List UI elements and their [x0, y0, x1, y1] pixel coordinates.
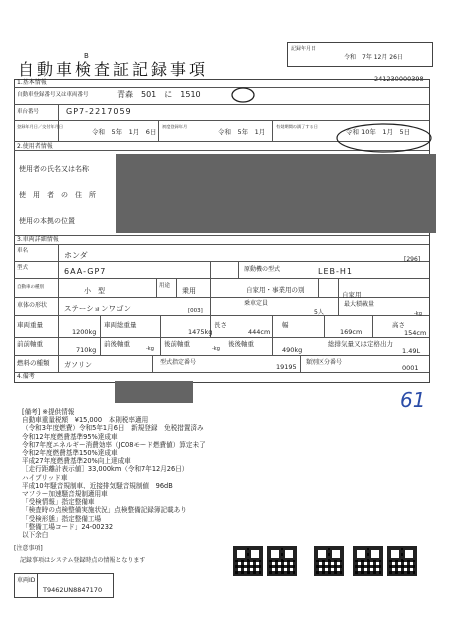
remarks-line: 平成10年騒音規制車、近接排気騒音規制値 96dB — [22, 481, 173, 490]
notice-text: 記録事項はシステム登録時点の情報となります — [20, 557, 146, 564]
vehicle-kind-value: 小 型 — [84, 287, 105, 295]
document-number: 241230000398 — [374, 75, 424, 83]
remarks-line: マフラー加速騒音規制適用車 — [22, 490, 108, 499]
chassis-number-label: 車台番号 — [17, 109, 40, 115]
handwritten-expiry-circle — [334, 118, 434, 158]
fuel-type-label: 燃料の種類 — [17, 359, 50, 367]
type-approval-number-label: 型式指定番号 — [160, 359, 197, 366]
first-registration-value: 令和 5年 1月 6日 — [92, 128, 157, 136]
rear-front-axle-value: -kg — [212, 346, 220, 352]
remarks-line: 以下余白 — [22, 531, 49, 540]
car-id-value: T9462UN8847170 — [43, 586, 103, 594]
redacted-remarks-block — [115, 381, 193, 403]
b-mark: B — [84, 52, 89, 60]
qr-code — [267, 546, 297, 576]
displacement-label: 総排気量又は定格出力 — [328, 340, 393, 348]
remarks-line: 令和7年度エネルギー消費効率（JC08モード燃費値）算定未了 — [22, 440, 206, 449]
length-value: 444cm — [248, 328, 271, 336]
handwritten-number: 61 — [400, 388, 426, 412]
remarks-line: （令和3年度燃費）令和5年1月6日 新規登録 免税措置済み — [22, 424, 204, 433]
user-name-label: 使用者の氏名又は名称 — [19, 165, 89, 173]
car-id-box — [14, 573, 114, 598]
remarks-line: ハイブリッド車 — [22, 473, 68, 482]
type-approval-number-value: 19195 — [276, 363, 297, 371]
user-address-label: 使 用 者 の 住 所 — [19, 191, 96, 199]
car-name-label: 車名 — [17, 248, 29, 254]
remarks-line: 「受検形態」指定整備工場 — [22, 514, 102, 523]
vehicle-section-title: 3.車両詳細情報 — [17, 236, 59, 243]
front-rear-axle-label: 前後軸重 — [104, 340, 130, 348]
basic-section-title: 1.基本情報 — [17, 79, 47, 86]
qr-code — [314, 546, 344, 576]
handwritten-circle-mark — [226, 86, 258, 106]
gross-weight-value: 1475kg — [188, 328, 213, 336]
width-value: 169cm — [340, 328, 363, 336]
private-commercial-label: 自家用・事業用の別 — [246, 286, 305, 294]
engine-model-label: 原動機の型式 — [244, 266, 281, 273]
use-label: 用途 — [159, 283, 171, 289]
body-shape-value: ステーションワゴン — [64, 304, 132, 313]
remarks-line: ［走行距離計表示値］33,000km（令和7年12月26日） — [22, 465, 189, 474]
body-shape-code: [003] — [188, 308, 203, 314]
height-value: 154cm — [404, 329, 427, 337]
issue-date-label: 記録年月日 — [291, 46, 317, 52]
expiry-value: 令和 10年 1月 5日 — [346, 128, 411, 136]
redacted-owner-info — [116, 154, 436, 233]
users-section-title: 2.使用者情報 — [17, 143, 53, 150]
chassis-number-value: GP7-2217059 — [66, 107, 132, 116]
height-label: 高さ — [392, 321, 405, 329]
registration-number-value: 青森 501 に 1510 — [117, 90, 201, 99]
body-shape-label: 車体の形状 — [17, 302, 48, 309]
model-label: 型式 — [17, 265, 29, 271]
base-location-label: 使用の本拠の位置 — [19, 217, 75, 225]
vehicle-weight-value: 1200kg — [72, 328, 97, 336]
vehicle-kind-label: 自動車の種別 — [17, 285, 44, 290]
remarks-line: 「検査時の点検整備実施状況」点検整備記録簿記載あり — [22, 506, 187, 515]
remarks-line: 令和2年度燃費基準150%達成車 — [22, 449, 118, 458]
rear-front-axle-label: 後前軸重 — [164, 340, 190, 348]
issue-date-value: 令和 7年 12月 26日 — [344, 54, 403, 61]
front-front-axle-label: 前前軸重 — [17, 340, 43, 348]
remarks-line: 令和12年度燃費基準95%達成車 — [22, 432, 118, 441]
first-year-label: 初度登録年月 — [162, 124, 188, 129]
remarks-line: 平成27年度燃費基準20%向上達成車 — [22, 457, 131, 466]
first-registration-label: 登録年月日／交付年月日 — [17, 124, 64, 129]
notice-title: [注意事項] — [14, 545, 43, 552]
capacity-label: 乗車定員 — [244, 300, 269, 307]
remarks-line: 「整備工場コード」24-00232 — [22, 522, 114, 531]
capacity-value: 5人 — [314, 309, 324, 316]
rear-rear-axle-value: 490kg — [282, 346, 303, 354]
car-id-label: 車両ID — [17, 577, 36, 584]
expiry-label: 有効期間の満了する日 — [276, 124, 318, 129]
remarks-line: 「受検情報」指定整備車 — [22, 498, 95, 507]
first-year-value: 令和 5年 1月 — [218, 128, 266, 136]
qr-code — [387, 546, 417, 576]
engine-model-value: LEB-H1 — [318, 267, 353, 276]
front-front-axle-value: 710kg — [76, 346, 97, 354]
qr-code — [353, 546, 383, 576]
remarks-line: 自動車重量税額 ¥15,000 本則税率適用 — [22, 416, 149, 425]
max-load-label: 最大積載量 — [344, 301, 375, 308]
gross-weight-label: 車両総重量 — [104, 321, 137, 329]
width-label: 幅 — [282, 321, 289, 329]
registration-number-label: 自動車登録番号又は車両番号 — [17, 92, 89, 98]
use-value: 乗用 — [182, 287, 196, 295]
classification-number-label: 類別区分番号 — [306, 359, 343, 366]
car-name-value: ホンダ — [64, 251, 88, 260]
rear-rear-axle-label: 後後軸重 — [228, 340, 254, 348]
front-rear-axle-value: -kg — [146, 346, 154, 352]
length-label: 長さ — [214, 321, 227, 329]
qr-code — [233, 546, 263, 576]
fuel-type-value: ガソリン — [64, 361, 92, 369]
vehicle-weight-label: 車両重量 — [17, 321, 43, 329]
displacement-value: 1.49L — [402, 347, 421, 355]
car-name-code: [296] — [404, 256, 421, 263]
private-commercial-value: 自家用 — [342, 291, 362, 299]
remarks-line: [備考] ※提供情報 — [22, 408, 75, 416]
document-title: 自動車検査証記録事項 — [18, 60, 209, 79]
remarks-section-title: 4.備考 — [17, 373, 35, 380]
remarks-text — [22, 408, 262, 539]
model-value: 6AA-GP7 — [64, 267, 107, 276]
issue-date-box — [287, 42, 433, 67]
classification-number-value: 0001 — [402, 364, 419, 372]
max-load-value: -kg — [414, 311, 422, 317]
